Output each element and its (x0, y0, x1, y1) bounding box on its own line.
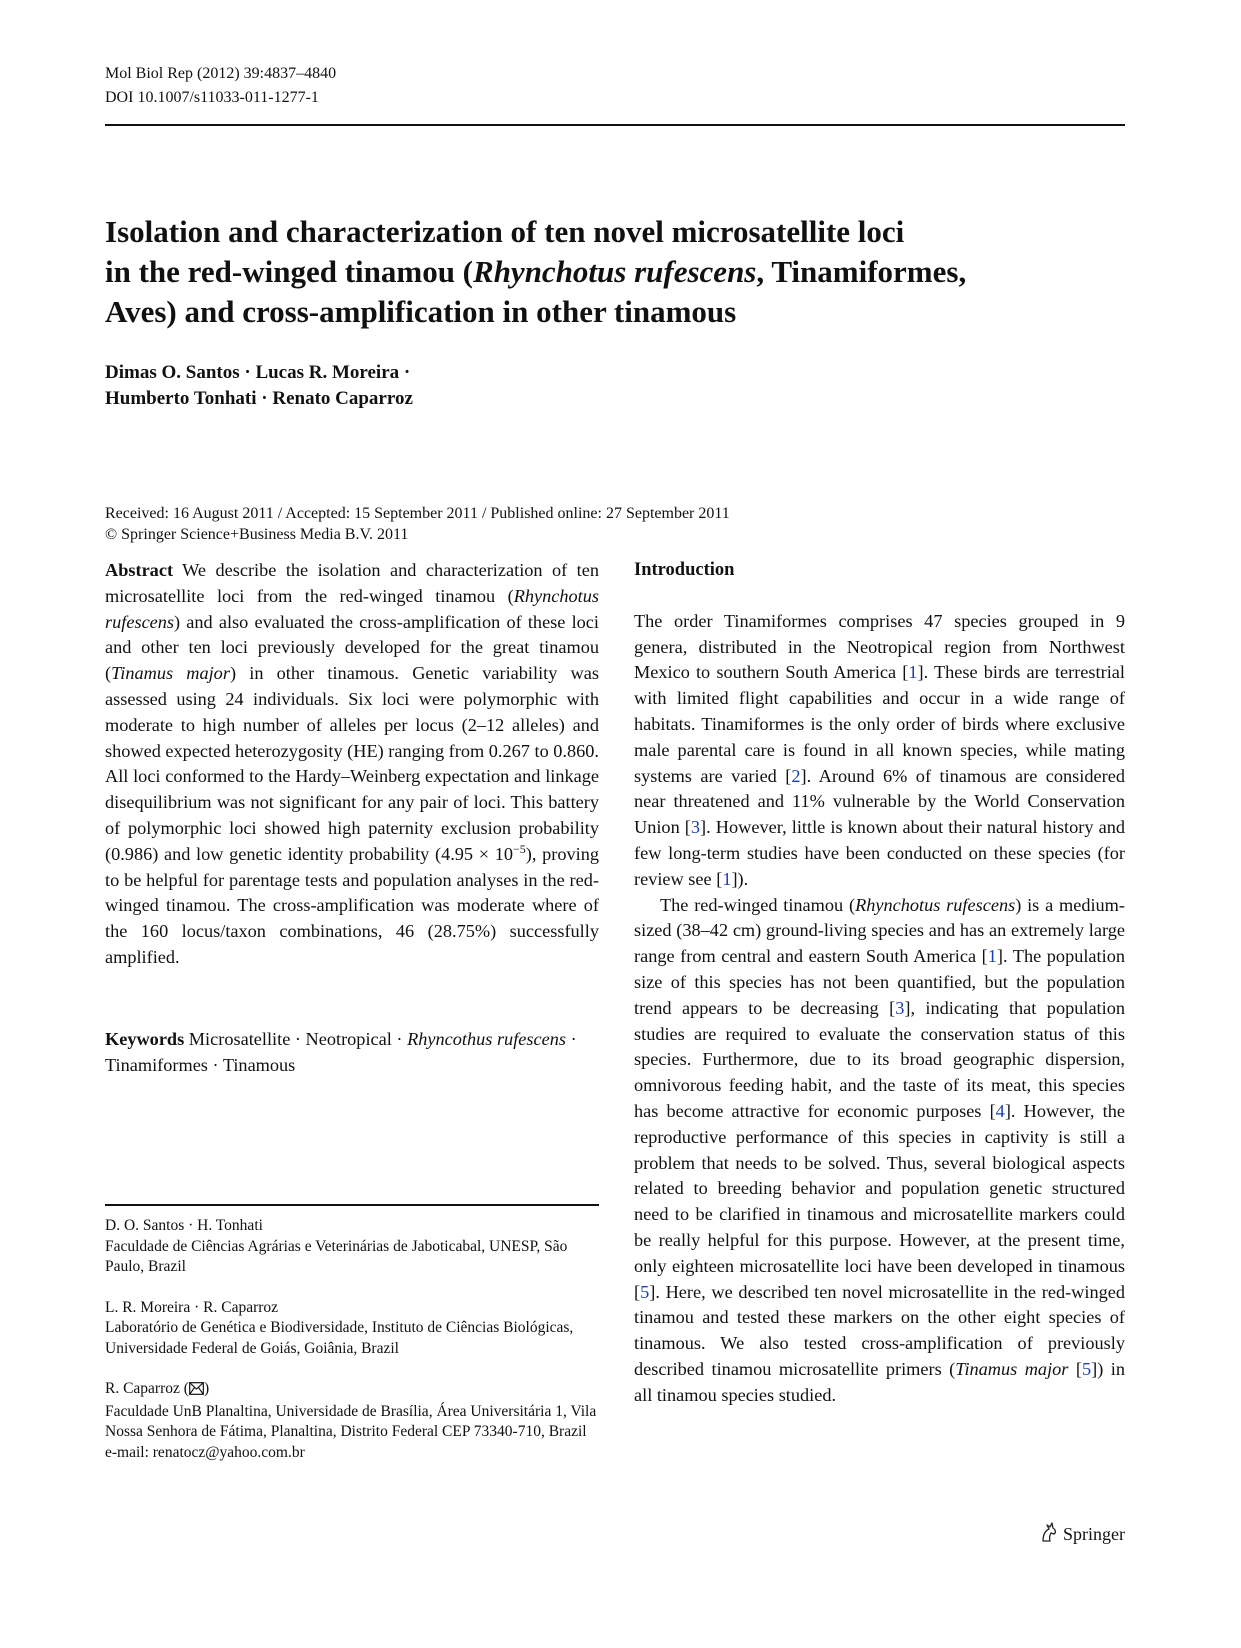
intro-paragraph-2 (634, 893, 1125, 1409)
affiliation-1 (105, 1216, 599, 1278)
text-span: ) is a medium-sized (38–42 cm) ground-living species and has an extremely large range from central and eastern South America [ (634, 894, 1125, 967)
keywords-text (105, 1027, 599, 1079)
citation-link[interactable]: 5 (640, 1281, 650, 1302)
citation-link[interactable]: 4 (995, 1100, 1005, 1121)
publisher-name: Springer (1063, 1524, 1125, 1544)
text-span: The red-winged tinamou ( (660, 894, 856, 915)
text-span: ]) in all tinamou species studied. (634, 1358, 1125, 1405)
keywords (105, 1027, 599, 1079)
affiliation-names: D. O. Santos · H. Tonhati (105, 1217, 263, 1234)
citation-link[interactable]: 3 (895, 997, 905, 1018)
copyright-line: © Springer Science+Business Media B.V. 2011 (105, 526, 409, 543)
affiliation-institution: Laboratório de Genética e Biodiversidade, Instituto de Ciências Biológicas, Universidade Federal de Goiás, Goiânia, Brazil (105, 1319, 574, 1357)
springer-horse-icon (1040, 1522, 1058, 1547)
envelope-icon (189, 1381, 204, 1402)
affiliation-institution: Faculdade de Ciências Agrárias e Veterinárias de Jaboticabal, UNESP, São Paulo, Brazil (105, 1237, 568, 1275)
article-title (105, 212, 1125, 332)
paren: ) (203, 1380, 210, 1397)
title-line-3: Aves) and cross-amplification in other tinamous (105, 294, 737, 329)
abstract-span: ) and also evaluated the cross-amplification of these loci and other ten loci previously developed for the great tinamou ( (105, 611, 599, 684)
affiliation-names (105, 1379, 599, 1402)
citation-link[interactable]: 5 (1081, 1358, 1092, 1379)
text-span: ], indicating that population studies are required to evaluate the conservation status of this species. Furthermore, due to its broad geographic dispersion, omnivorous feeding habit, and the taste of its meat, this species has become attractive for economic purposes [ (634, 997, 1125, 1121)
text-span: ]. These birds are terrestrial with limited flight capabilities and occur in a wide range of habitats. Tinamiformes is the only order of birds where exclusive male parental care is found in all known species, while mating systems are varied [ (634, 662, 1125, 786)
species-name: Tinamus major (955, 1358, 1069, 1379)
authors-line-2: Humberto Tonhati · Renato Caparroz (105, 388, 413, 409)
affiliation-3 (105, 1379, 599, 1463)
author-list (105, 360, 413, 412)
text-span: ]. The population size of this species has not been quantified, but the population trend appears to be decreasing [ (634, 946, 1125, 1018)
citation-link[interactable]: 3 (690, 817, 701, 838)
email-link[interactable]: e-mail: renatocz@yahoo.com.br (105, 1443, 305, 1461)
keywords-label: Keywords (105, 1029, 185, 1049)
footnote-rule (105, 1204, 599, 1206)
affiliations (105, 1216, 599, 1483)
introduction (634, 558, 1125, 1409)
text-span: ]. However, little is known about their natural history and few long-term studies have been conducted on these species (for review see [ (634, 817, 1125, 889)
abstract-label: Abstract (105, 560, 174, 580)
journal-citation: Mol Biol Rep (2012) 39:4837–4840 (105, 65, 337, 82)
title-line-2 (105, 252, 1125, 292)
dates-line: Received: 16 August 2011 / Accepted: 15 September 2011 / Published online: 27 September 2011 (105, 505, 730, 522)
species-name: Rhynchotus rufescens (855, 894, 1016, 915)
corresponding-author: R. Caparroz ( (105, 1380, 189, 1397)
text-span: ]. Here, we described ten novel microsatellite in the red-winged tinamou and tested these markers on the other eight species of tinamous. We also tested cross-amplification of previously described tinamou microsatellite primers ( (634, 1281, 1125, 1379)
publication-dates (105, 503, 730, 545)
abstract-span: We describe the isolation and characterization of ten microsatellite loci from the red-winged tinamou ( (105, 560, 599, 606)
text-span: ]. However, the reproductive performance of this species in captivity is still a problem that needs to be solved. Thus, several biological aspects related to breeding behavior and population genetic structured need to be clarified in tinamous and microsatellite markers could be really helpful for this purpose. However, at the present time, only eighteen microsatellite loci have been developed in tinamous [ (634, 1100, 1125, 1302)
text-span: The order Tinamiformes comprises 47 species grouped in 9 genera, distributed in the Neotropical region from Northwest Mexico to southern South America [ (634, 610, 1125, 683)
intro-paragraph-1 (634, 609, 1125, 893)
running-header (105, 62, 336, 110)
title-line-1: Isolation and characterization of ten novel microsatellite loci (105, 214, 905, 249)
keywords-species: Rhyncothus rufescens (407, 1029, 566, 1049)
title-text: , Tinamiformes, (756, 254, 967, 289)
citation-link[interactable]: 1 (908, 662, 918, 683)
text-span: [ (1068, 1358, 1082, 1379)
citation-link[interactable]: 2 (791, 765, 801, 786)
text-span: ]). (731, 868, 749, 889)
abstract-span: ), proving to be helpful for parentage tests and population analyses in the red-winged tinamou. The cross-amplification was moderate where of the 160 locus/taxon combinations, 46 (28.75%) successfully amplified. (105, 843, 599, 967)
header-rule (105, 124, 1125, 126)
abstract (105, 558, 599, 971)
text-span: ]. Around 6% of tinamous are considered near threatened and 11% vulnerable by the World Conservation Union [ (634, 765, 1125, 838)
abstract-text (105, 558, 599, 971)
keywords-span: · Tinamiformes · Tinamous (105, 1029, 577, 1075)
citation-link[interactable]: 1 (722, 868, 732, 889)
section-heading: Introduction (634, 560, 735, 580)
title-species: Rhynchotus rufescens (473, 254, 757, 289)
publisher-logo (1040, 1522, 1125, 1547)
abstract-species: Rhynchotus rufescens (105, 585, 599, 632)
affiliation-institution: Faculdade UnB Planaltina, Universidade de Brasília, Área Universitária 1, Vila Nossa Senhora de Fátima, Planaltina, Distrito Federal CEP 73340-710, Brazil (105, 1402, 597, 1440)
abstract-species: Tinamus major (111, 663, 230, 684)
affiliation-2 (105, 1298, 599, 1360)
affiliation-names: L. R. Moreira · R. Caparroz (105, 1298, 279, 1316)
doi: DOI 10.1007/s11033-011-1277-1 (105, 89, 319, 106)
citation-link[interactable]: 1 (987, 946, 997, 967)
exponent: −5 (513, 841, 526, 856)
keywords-span: Microsatellite · Neotropical · (184, 1029, 408, 1049)
abstract-span: ) in other tinamous. Genetic variability was assessed using 24 individuals. Six loci were polymorphic with moderate to high number of alleles per locus (2–12 alleles) and showed expected heterozygosity (HE) ranging from 0.267 to 0.860. All loci conformed to the Hardy–Weinberg expectation and linkage disequilibrium was not significant for any pair of loci. This battery of polymorphic loci showed high paternity exclusion probability (0.986) and low genetic identity probability (4.95 × 10 (105, 663, 599, 864)
authors-line-1: Dimas O. Santos · Lucas R. Moreira · (105, 362, 411, 383)
title-text: in the red-winged tinamou ( (105, 254, 474, 289)
